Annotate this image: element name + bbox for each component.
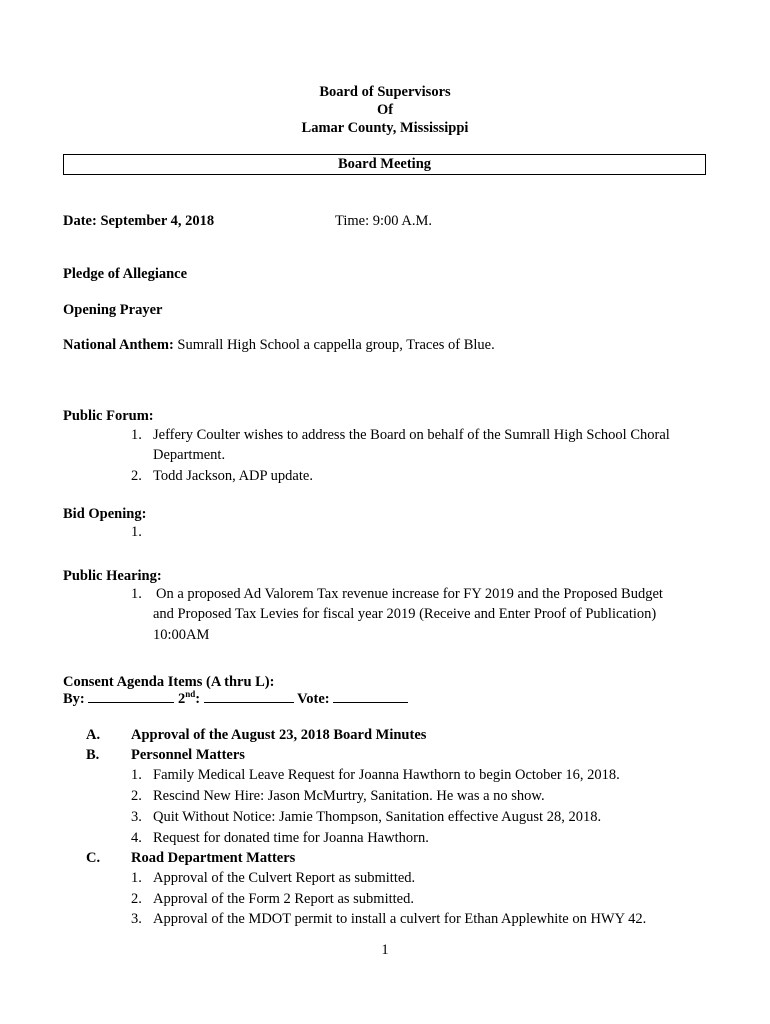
section-a-letter: A.	[86, 727, 101, 743]
pledge-of-allegiance: Pledge of Allegiance	[63, 266, 188, 282]
opening-prayer: Opening Prayer	[63, 302, 163, 318]
section-c-item-1-num: 1.	[131, 870, 142, 886]
national-anthem	[63, 336, 495, 354]
public-hearing-item-num: 1.	[131, 586, 142, 602]
vote-label: Vote:	[297, 691, 330, 707]
header-line-2: Of	[376, 102, 394, 118]
public-hearing-line-1: On a proposed Ad Valorem Tax revenue increase for FY 2019 and the Proposed Budget	[156, 586, 663, 602]
public-hearing-line-2: and Proposed Tax Levies for fiscal year 2019 (Receive and Enter Proof of Publication)	[153, 606, 657, 622]
public-forum-item-1-num: 1.	[131, 427, 142, 443]
section-b-item-2-text: Rescind New Hire: Jason McMurtry, Sanitation. He was a no show.	[153, 788, 545, 804]
vote-blank	[333, 690, 408, 703]
public-forum-item-1-line-1: Jeffery Coulter wishes to address the Board on behalf of the Sumrall High School Choral	[153, 427, 670, 443]
board-meeting-box: Board Meeting	[63, 154, 706, 175]
by-blank	[88, 690, 174, 703]
section-b-item-3-text: Quit Without Notice: Jamie Thompson, Sanitation effective August 28, 2018.	[153, 809, 602, 825]
header-line-1: Board of Supervisors	[319, 84, 451, 100]
public-forum-heading: Public Forum:	[63, 408, 154, 424]
second-label: 2	[178, 691, 186, 707]
consent-agenda-heading: Consent Agenda Items (A thru L):	[63, 674, 275, 690]
section-b-letter: B.	[86, 747, 100, 763]
second-colon: :	[195, 691, 201, 707]
section-b-item-1-num: 1.	[131, 767, 142, 783]
section-a-title: Approval of the August 23, 2018 Board Minutes	[131, 727, 427, 743]
section-b-item-4-num: 4.	[131, 830, 142, 846]
page-number: 1	[381, 942, 389, 958]
by-label: By:	[63, 691, 85, 707]
second-blank	[204, 690, 294, 703]
consent-vote-line	[63, 690, 408, 708]
section-b-item-3-num: 3.	[131, 809, 142, 825]
public-forum-item-2-num: 2.	[131, 468, 142, 484]
section-b-item-4-text: Request for donated time for Joanna Hawthorn.	[153, 830, 429, 846]
second-superscript: nd	[185, 689, 196, 700]
public-forum-item-1-line-2: Department.	[153, 447, 226, 463]
section-c-item-1-text: Approval of the Culvert Report as submitted.	[153, 870, 416, 886]
section-c-item-2-text: Approval of the Form 2 Report as submitted.	[153, 891, 414, 907]
meeting-date: Date: September 4, 2018	[63, 213, 215, 229]
section-c-letter: C.	[86, 850, 101, 866]
header-line-3: Lamar County, Mississippi	[301, 120, 469, 136]
section-b-title: Personnel Matters	[131, 747, 245, 763]
section-c-title: Road Department Matters	[131, 850, 296, 866]
bid-opening-heading: Bid Opening:	[63, 506, 147, 522]
national-anthem-label: National Anthem:	[63, 337, 174, 353]
section-c-item-3-text: Approval of the MDOT permit to install a culvert for Ethan Applewhite on HWY 42.	[153, 911, 647, 927]
section-b-item-2-num: 2.	[131, 788, 142, 804]
national-anthem-text: Sumrall High School a cappella group, Traces of Blue.	[173, 337, 495, 353]
section-b-item-1-text: Family Medical Leave Request for Joanna Hawthorn to begin October 16, 2018.	[153, 767, 620, 783]
public-hearing-heading: Public Hearing:	[63, 568, 162, 584]
public-forum-item-2-text: Todd Jackson, ADP update.	[153, 468, 313, 484]
section-c-item-2-num: 2.	[131, 891, 142, 907]
bid-opening-item-1-num: 1.	[131, 524, 142, 540]
section-c-item-3-num: 3.	[131, 911, 142, 927]
meeting-time: Time: 9:00 A.M.	[335, 213, 432, 229]
public-hearing-line-3: 10:00AM	[153, 627, 210, 643]
